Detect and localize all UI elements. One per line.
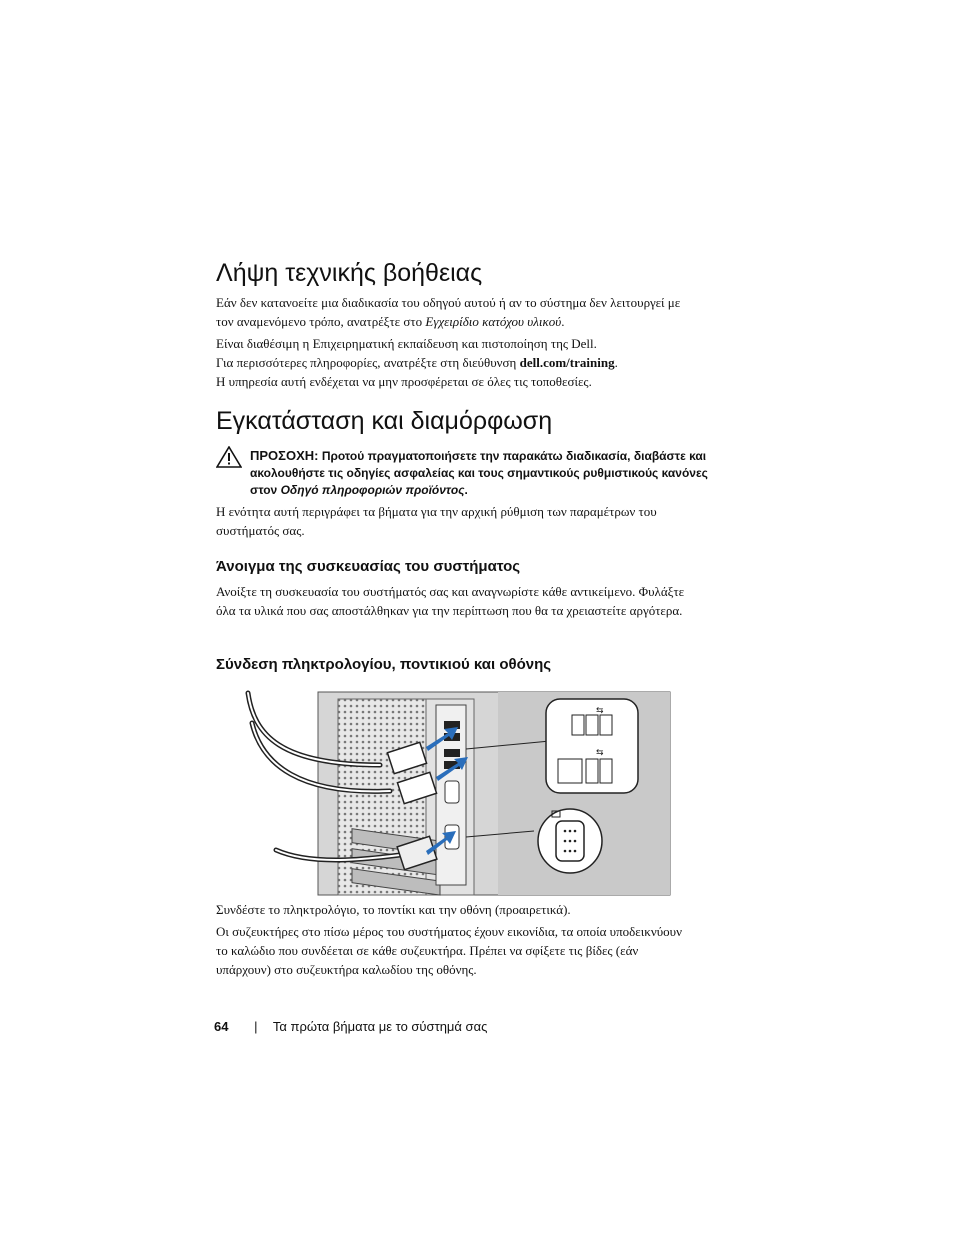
- footer-separator: |: [254, 1019, 258, 1034]
- connect-caption: Συνδέστε το πληκτρολόγιο, το ποντίκι και την οθόνη (προαιρετικά).: [216, 902, 571, 917]
- punct: .: [561, 314, 565, 329]
- heading-connect: Σύνδεση πληκτρολογίου, ποντικιού και οθόνης: [216, 656, 552, 673]
- training-line2: [216, 353, 696, 372]
- training-line2-text: Για περισσότερες πληροφορίες, ανατρέξτε στη διεύθυνση: [216, 355, 520, 370]
- training-line1: Είναι διαθέσιμη η Επιχειρηματική εκπαίδευση και πιστοποίηση της Dell.: [216, 336, 597, 351]
- punct: .: [464, 483, 468, 497]
- page-number: 64: [214, 1019, 229, 1034]
- page-footer: [214, 1019, 514, 1034]
- unpack-text: Ανοίξτε τη συσκευασία του συστήματός σας και αναγνωρίστε κάθε αντικείμενο. Φυλάξτε όλα τα υλικά που σας αποστάλθηκαν για την περίπτωση που θα τα χρειαστείτε αργότερα.: [216, 584, 685, 618]
- connection-illustration: [240, 685, 672, 897]
- footer-chapter: Τα πρώτα βήματα με το σύστημά σας: [272, 1019, 488, 1034]
- caution-label: ΠΡΟΣΟΧΗ:: [250, 448, 319, 463]
- hardware-manual-ref: Εγχειρίδιο κατόχου υλικού: [425, 314, 562, 329]
- caution-triangle-icon: [216, 446, 242, 468]
- paragraph-help-text: Εάν δεν κατανοείτε μια διαδικασία του οδηγού αυτού ή αν το σύστημα δεν λειτουργεί με τον αναμενόμενο τρόπο, ανατρέξτε στο: [216, 295, 681, 329]
- heading-technical-help: Λήψη τεχνικής βοήθειας: [216, 259, 483, 287]
- heading-setup: Εγκατάσταση και διαμόρφωση: [216, 407, 553, 435]
- paragraph-training: [216, 334, 696, 391]
- heading-unpack: Άνοιγμα της συσκευασίας του συστήματος: [216, 558, 521, 575]
- caution-notice: [250, 447, 720, 499]
- caution-text: Προτού πραγματοποιήσετε την παρακάτω διαδικασία, διαβάστε και ακολουθήστε τις οδηγίες ασφαλείας και τους σημαντικούς ρυθμιστικούς κανόνες στον: [250, 449, 708, 497]
- connect-text: Οι συζευκτήρες στο πίσω μέρος του συστήματος έχουν εικονίδια, τα οποία υποδεικνύουν το καλώδιο που συνδέεται σε κάθε συζευκτήρα. Πρέπει να σφίξετε τις βίδες (εάν υπάρχουν) στο συζευκτήρα καλωδίου της οθόνης.: [216, 924, 682, 977]
- usb-icon: ⇆: [596, 706, 604, 716]
- paragraph-help: [216, 293, 686, 331]
- product-info-guide-ref: Οδηγό πληροφοριών προϊόντος: [280, 483, 465, 497]
- usb-icon: ⇆: [596, 748, 604, 758]
- setup-intro: Η ενότητα αυτή περιγράφει τα βήματα για την αρχική ρύθμιση των παραμέτρων του συστήματός σας.: [216, 504, 657, 538]
- punct: .: [614, 355, 618, 370]
- training-line3: Η υπηρεσία αυτή ενδέχεται να μην προσφέρεται σε όλες τις τοποθεσίες.: [216, 374, 592, 389]
- training-link[interactable]: dell.com/training: [519, 355, 615, 370]
